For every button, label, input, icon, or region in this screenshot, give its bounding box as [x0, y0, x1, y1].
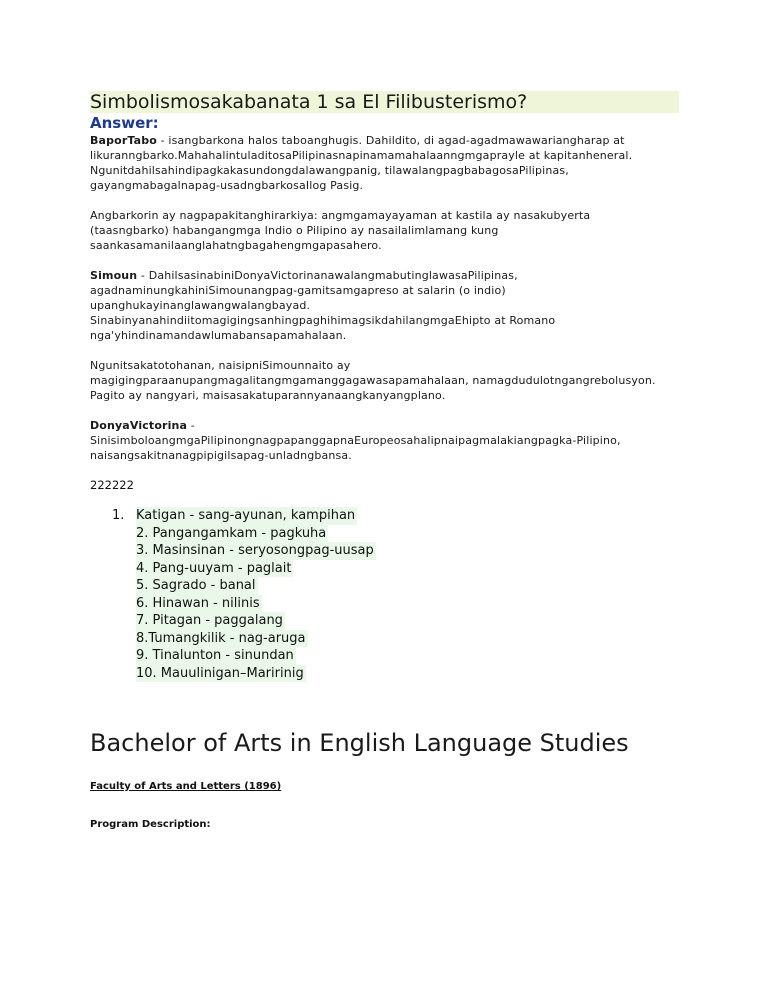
code-text: 222222 [90, 478, 134, 492]
section-heading: Bachelor of Arts in English Language Studies [90, 729, 629, 757]
list-item: 4. Pang-uuyam - paglait [136, 560, 292, 576]
paragraph-line: gayangmabagalnapag-usadngbarkosaIlog Pasig. [90, 179, 364, 192]
paragraph-line: saankasamanilaanglahatngbagahengmgapasahero. [90, 239, 382, 252]
simoun-paragraph [90, 268, 690, 343]
paragraph-line: Simoun - DahilsasinabiniDonyaVictorinanawalangmabutinglawasaPilipinas, [90, 269, 518, 282]
paragraph-line: Ngunitsakatotohanan, naisipniSimounnaito ay [90, 359, 351, 372]
list-item: 3. Masinsinan - seryosongpag-uusap [136, 543, 374, 558]
list-item: 7. Pitagan - paggalang [136, 613, 283, 628]
paragraph-line: SinabinyanahindiitomagigingsanhingpaghihimagsikdahilangmgaEhipto at Romano [90, 314, 556, 327]
paragraph-line: nga'yhindinamandawlumabansapamahalaan. [90, 329, 347, 342]
paragraph-line: naisangsakitnanagpipigilsapag-unladngbansa. [90, 449, 352, 462]
term-bapor-tabo: BaporTabo [90, 134, 157, 147]
paragraph-line: upanghukayinanglawangwalangbayad. [90, 299, 311, 312]
paragraph-line: magigingparaanupangmagalitangmgamanggagawasapamahalaan, namagdudulotngangrebolusyon. [90, 374, 656, 387]
barko-paragraph [90, 208, 690, 253]
paragraph-line: likuranngbarko.MahahalintuladitosaPilipinasnapinamamahalaanngmgaprayle at kapitanheneral. [90, 149, 633, 162]
paragraph-line: DonyaVictorina - [90, 419, 195, 432]
program-description-label: Program Description: [90, 819, 211, 830]
faculty-label: Faculty of Arts and Letters (1896) [90, 781, 282, 792]
answer-label: Answer: [90, 114, 159, 132]
question-title: Simbolismosakabanata 1 sa El Filibusterismo? [90, 91, 679, 113]
list-item: 5. Sagrado - banal [136, 578, 256, 593]
vocabulary-list [112, 507, 376, 682]
list-item: 2. Pangangamkam - pagkuha [136, 525, 327, 541]
list-item: 6. Hinawan - nilinis [136, 595, 260, 611]
donya-victorina-paragraph [90, 418, 690, 463]
paragraph-line: Ngunitdahilsahindipagkakasundongdalawangpanig, tilawalangpagbabagosaPilipinas, [90, 164, 569, 177]
term-simoun: Simoun [90, 269, 138, 282]
paragraph-line: Angbarkorin ay nagpapakitanghirarkiya: angmgamayayaman at kastila ay nasakubyerta [90, 209, 591, 222]
ngunit-paragraph [90, 358, 690, 403]
paragraph-line: (taasngbarko) habangangmga Indio o Pilipino ay nasailalimlamang kung [90, 224, 499, 237]
list-item: 9. Tinalunton - sinundan [136, 648, 294, 663]
list-item: 8.Tumangkilik - nag-aruga [136, 630, 306, 646]
paragraph-line: SinisimboloangmgaPilipinongnagpapanggapnaEuropeosahalipnaipagmalakiangpagka-Pilipino, [90, 434, 621, 447]
paragraph-line: Pagito ay nangyari, maisasakatuparannyanaangkanyangplano. [90, 389, 446, 402]
paragraph-line: agadnaminungkahiniSimounangpag-gamitsamgapreso at salarin (o indio) [90, 284, 506, 297]
list-item: 1. Katigan - sang-ayunan, kampihan [112, 508, 356, 523]
term-donya-victorina: DonyaVictorina [90, 419, 188, 432]
paragraph-line: BaporTabo - isangbarkona halos taboanghugis. Dahildito, di agad-agadmawawariangharap at [90, 134, 625, 147]
bapor-tabo-paragraph [90, 133, 690, 193]
list-item: 10. Mauulinigan–Maririnig [136, 665, 304, 681]
